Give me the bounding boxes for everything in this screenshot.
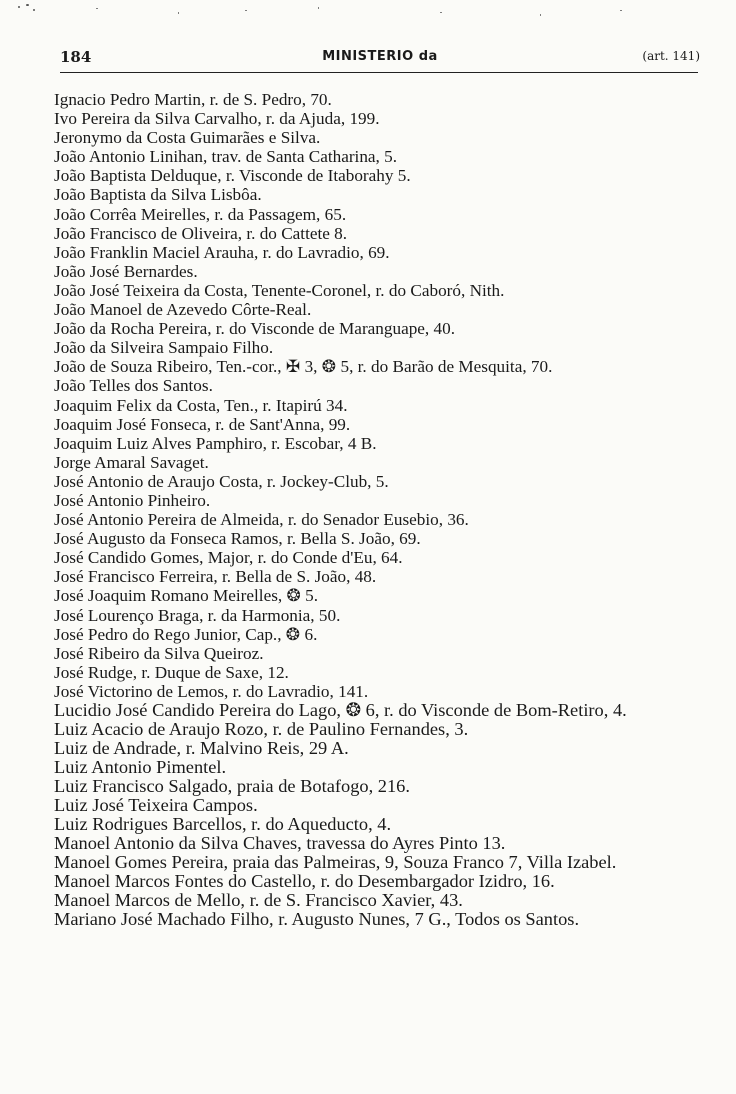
list-item: José Candido Gomes, Major, r. do Conde d'Eu, 64. (54, 548, 403, 568)
list-item: José Ribeiro da Silva Queiroz. (54, 643, 264, 663)
list-item: Luiz Antonio Pimentel. (54, 757, 227, 777)
list-item: João Francisco de Oliveira, r. do Cattete 8. (54, 223, 348, 243)
list-item: Joaquim Felix da Costa, Ten., r. Itapirú 34. (54, 395, 348, 415)
list-item: Luiz Rodrigues Barcellos, r. do Aqueducto, 4. (54, 814, 392, 834)
list-item: João Manoel de Azevedo Côrte-Real. (54, 300, 312, 320)
list-item: Manoel Marcos Fontes do Castello, r. do Desembargador Izidro, 16. (54, 871, 555, 891)
list-item: João Baptista da Silva Lisbôa. (54, 185, 262, 205)
list-item: José Antonio de Araujo Costa, r. Jockey-Club, 5. (54, 471, 389, 491)
list-item: João Antonio Linihan, trav. de Santa Catharina, 5. (54, 147, 398, 167)
list-item: José Lourenço Braga, r. da Harmonia, 50. (54, 605, 341, 625)
list-item: João José Teixeira da Costa, Tenente-Coronel, r. do Caboró, Nith. (54, 280, 505, 300)
list-item: Joaquim José Fonseca, r. de Sant'Anna, 99. (54, 414, 351, 434)
list-item: Luiz José Teixeira Campos. (54, 795, 258, 815)
list-item: Ivo Pereira da Silva Carvalho, r. da Ajuda, 199. (54, 109, 380, 129)
list-item: João da Rocha Pereira, r. do Visconde de Maranguape, 40. (54, 319, 456, 339)
print-specks (0, 0, 736, 40)
list-item: Manoel Marcos de Mello, r. de S. Francisco Xavier, 43. (54, 890, 463, 910)
list-item: José Francisco Ferreira, r. Bella de S. João, 48. (54, 567, 377, 587)
list-item: João de Souza Ribeiro, Ten.-cor., ✠ 3, ❂ 5, r. do Barão de Mesquita, 70. (54, 357, 553, 377)
list-item: Manoel Antonio da Silva Chaves, travessa do Ayres Pinto 13. (54, 833, 506, 853)
list-item: Jorge Amaral Savaget. (54, 452, 209, 472)
list-item: Luiz Francisco Salgado, praia de Botafogo, 216. (54, 776, 410, 796)
page-number: 184 (60, 48, 92, 66)
list-item: João José Bernardes. (54, 261, 198, 281)
list-item: João Baptista Delduque, r. Visconde de Itaborahy 5. (54, 166, 411, 186)
list-item: Luiz Acacio de Araujo Rozo, r. de Paulino Fernandes, 3. (54, 719, 469, 739)
page-header (60, 48, 700, 72)
list-item: José Victorino de Lemos, r. do Lavradio, 141. (54, 681, 369, 701)
list-item: José Pedro do Rego Junior, Cap., ❂ 6. (54, 624, 318, 644)
list-item: José Augusto da Fonseca Ramos, r. Bella S. João, 69. (54, 529, 421, 549)
running-title-main: MINISTERIO (322, 49, 414, 64)
list-item: Ignacio Pedro Martin, r. de S. Pedro, 70. (54, 90, 332, 109)
list-item: Lucidio José Candido Pereira do Lago, ❂ 6, r. do Visconde de Bom-Retiro, 4. (54, 700, 627, 720)
list-item: Jeronymo da Costa Guimarães e Silva. (54, 128, 321, 148)
name-list (54, 90, 704, 929)
list-item: José Antonio Pereira de Almeida, r. do Senador Eusebio, 36. (54, 510, 469, 530)
list-item: José Joaquim Romano Meirelles, ❂ 5. (54, 586, 319, 606)
list-item: Luiz de Andrade, r. Malvino Reis, 29 A. (54, 738, 349, 758)
list-item: João Corrêa Meirelles, r. da Passagem, 65. (54, 204, 347, 224)
list-item: João Franklin Maciel Arauha, r. do Lavradio, 69. (54, 242, 390, 262)
list-item: José Antonio Pinheiro. (54, 490, 211, 510)
header-rule (60, 72, 698, 73)
list-item: João da Silveira Sampaio Filho. (54, 338, 274, 358)
list-item: José Rudge, r. Duque de Saxe, 12. (54, 662, 289, 682)
section-reference: (art. 141) (642, 49, 700, 63)
list-item: Mariano José Machado Filho, r. Augusto Nunes, 7 G., Todos os Santos. (54, 909, 580, 929)
running-title-suffix: da (418, 49, 438, 64)
list-item: Joaquim Luiz Alves Pamphiro, r. Escobar, 4 B. (54, 433, 377, 453)
list-item: João Telles dos Santos. (54, 376, 213, 396)
list-item: Manoel Gomes Pereira, praia das Palmeiras, 9, Souza Franco 7, Villa Izabel. (54, 852, 617, 872)
running-title (60, 49, 700, 64)
